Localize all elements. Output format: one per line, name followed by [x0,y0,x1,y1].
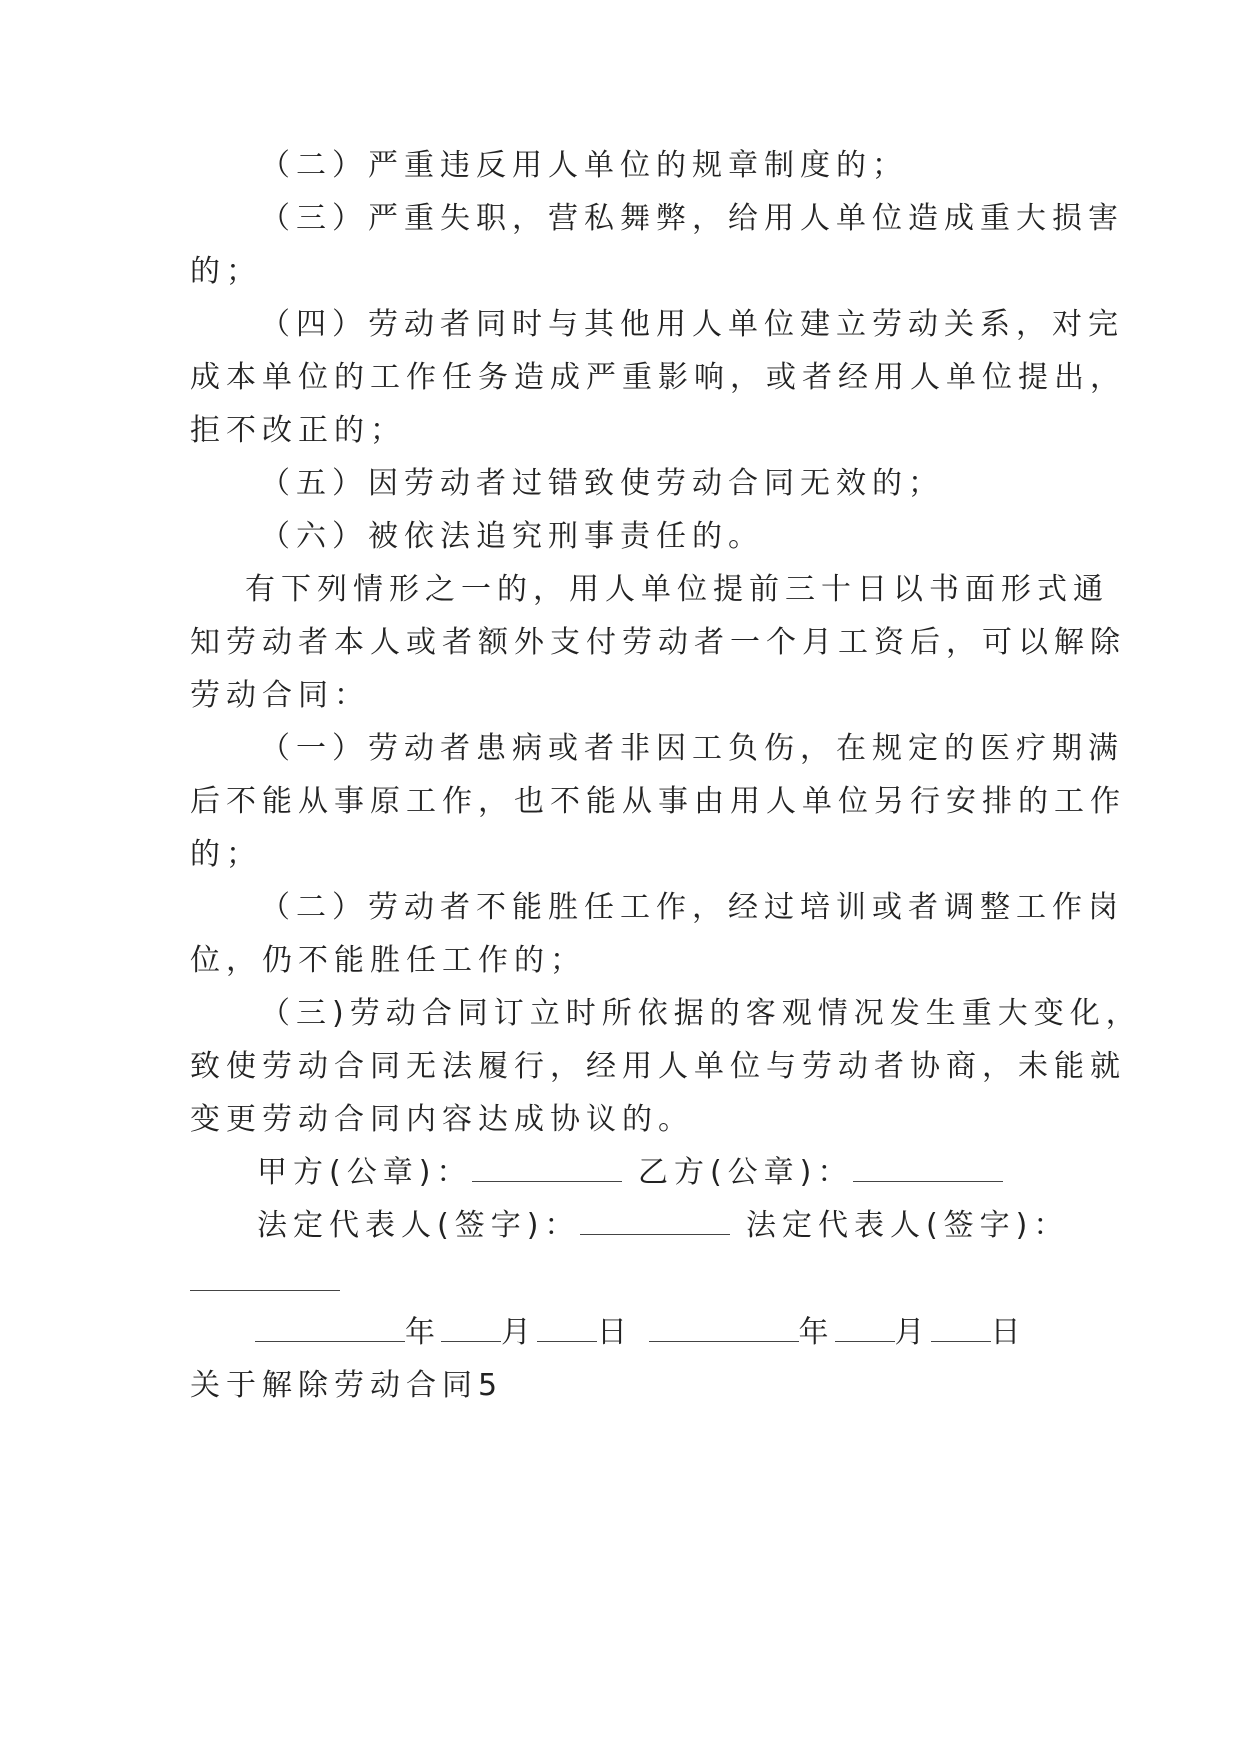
year-b-blank[interactable] [649,1315,799,1342]
clause-line: （二）劳动者不能胜任工作，经过培训或者调整工作岗 [260,890,1124,925]
clause-line: 后不能从事原工作，也不能从事由用人单位另行安排的工作 [190,784,1126,819]
paragraph-line: 劳动合同： [190,678,370,713]
year-a-label: 年 [405,1315,441,1350]
clause-line: （三)劳动合同订立时所依据的客观情况发生重大变化， [260,996,1142,1031]
clause-line: 变更劳动合同内容达成协议的。 [190,1102,694,1137]
party-a-seal-blank[interactable] [472,1155,622,1182]
clause-line: 的； [190,254,262,289]
clause-line: （五）因劳动者过错致使劳动合同无效的； [260,466,944,501]
date-row [255,1313,1027,1353]
clause-line: 的； [190,837,262,872]
day-b-label: 日 [990,1315,1027,1350]
clause-line: 拒不改正的； [190,413,406,448]
clause-line: （四）劳动者同时与其他用人单位建立劳动关系，对完 [260,307,1124,342]
month-a-label: 月 [501,1315,537,1350]
day-a-blank[interactable] [537,1315,597,1342]
clause-line: （六）被依法追究刑事责任的。 [260,519,764,554]
legal-rep-b-line [190,1262,340,1302]
month-a-blank[interactable] [441,1315,501,1342]
paragraph-line: 知劳动者本人或者额外支付劳动者一个月工资后，可以解除 [190,625,1126,660]
clause-line: （二）严重违反用人单位的规章制度的； [260,148,908,183]
year-a-blank[interactable] [255,1315,405,1342]
party-b-seal-blank[interactable] [853,1155,1003,1182]
paragraph-line: 有下列情形之一的，用人单位提前三十日以书面形式通 [245,572,1109,607]
clause-line: （三）严重失职，营私舞弊，给用人单位造成重大损害 [260,201,1124,236]
legal-rep-row [257,1206,1069,1246]
party-a-seal-label: 甲方(公章)： [257,1155,473,1190]
clause-line: 致使劳动合同无法履行，经用人单位与劳动者协商，未能就 [190,1049,1126,1084]
seal-row [257,1153,1003,1193]
clause-line: （一）劳动者患病或者非因工负伤，在规定的医疗期满 [260,731,1124,766]
legal-rep-b-label: 法定代表人(签字)： [745,1208,1070,1243]
party-b-seal-label: 乙方(公章)： [637,1155,854,1190]
clause-line: 位，仍不能胜任工作的； [190,943,586,978]
section-heading: 关于解除劳动合同5 [190,1368,504,1403]
day-b-blank[interactable] [931,1315,991,1342]
day-a-label: 日 [597,1315,633,1350]
month-b-blank[interactable] [835,1315,895,1342]
clause-line: 成本单位的工作任务造成严重影响，或者经用人单位提出， [190,360,1126,395]
legal-rep-a-blank[interactable] [580,1208,730,1235]
month-b-label: 月 [894,1315,931,1350]
year-b-label: 年 [798,1315,835,1350]
legal-rep-b-blank[interactable] [190,1264,340,1291]
legal-rep-a-label: 法定代表人(签字)： [257,1208,581,1243]
